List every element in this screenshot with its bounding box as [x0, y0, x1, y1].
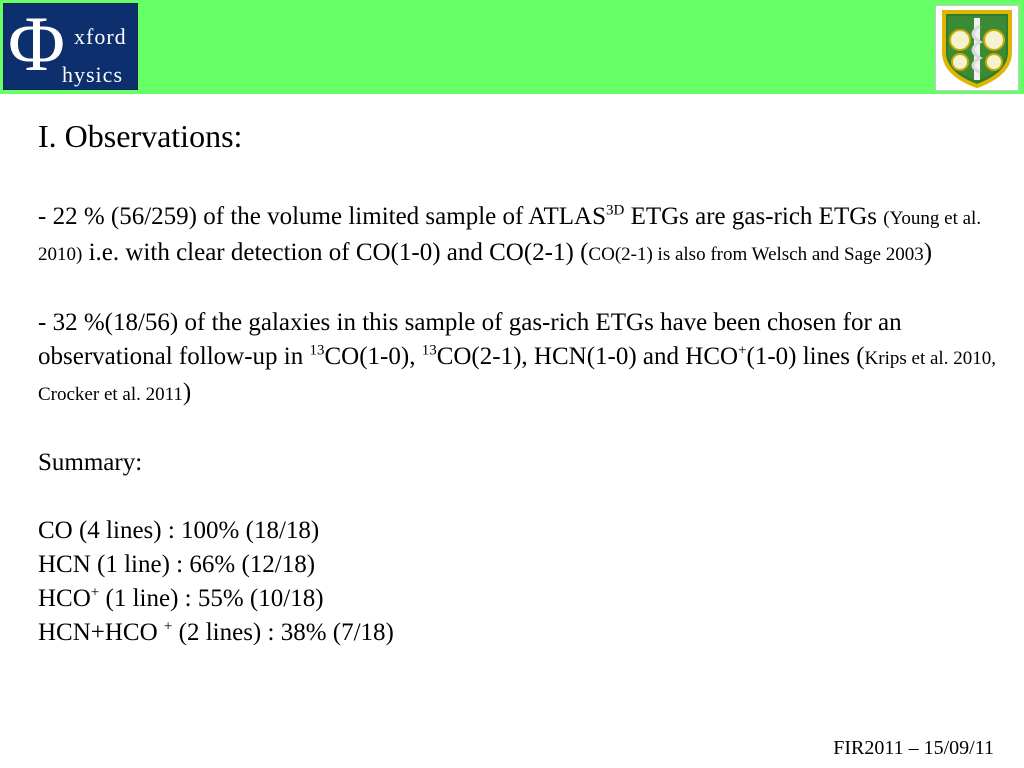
- p1-sup-3d: 3D: [605, 202, 625, 219]
- p2-sup-plus: +: [738, 342, 747, 359]
- p1-text-3: i.e. with clear detection of CO(1-0) and CO(2-1) (: [82, 239, 589, 266]
- observation-paragraph-1: [38, 200, 998, 272]
- summary-line-hcn: HCN (1 line) : 66% (12/18): [38, 551, 316, 578]
- p1-text-4: ): [923, 239, 933, 266]
- hco-sup-plus: +: [90, 584, 100, 601]
- hcn-hco-text: HCN+HCO: [38, 619, 164, 646]
- slide-body: [38, 200, 998, 650]
- p2-text-4: (1-0) lines (: [746, 343, 865, 370]
- p2-sup-13a: 13: [309, 342, 325, 359]
- summary-line-hco: [38, 582, 998, 616]
- observation-paragraph-2: [38, 306, 998, 412]
- p2-text-5: ): [182, 379, 192, 406]
- p1-citation-welsch: CO(2-1) is also from Welsch and Sage 2003: [588, 244, 924, 265]
- slide-title: I. Observations:: [38, 118, 243, 154]
- hco-text: HCO: [38, 585, 91, 612]
- header-bar: [0, 0, 1024, 94]
- hco-rest: (1 line) : 55% (10/18): [99, 585, 324, 612]
- p1-text-2: ETGs are gas-rich ETGs: [624, 203, 884, 230]
- summary-line-co: CO (4 lines) : 100% (18/18): [38, 517, 320, 544]
- p2-citation: Krips et al. 2010, Crocker et al. 2011: [38, 348, 996, 405]
- slide-footer: FIR2011 – 15/09/11: [833, 737, 994, 759]
- logo-word-xford: xford: [74, 24, 127, 49]
- p1-citation-young: (Young et al. 2010): [38, 208, 982, 265]
- hcn-hco-rest: (2 lines) : 38% (7/18): [172, 619, 394, 646]
- summary-label: Summary:: [38, 449, 143, 476]
- p2-text-2: CO(1-0),: [324, 343, 422, 370]
- p2-sup-13b: 13: [421, 342, 437, 359]
- crest-shield-icon: [936, 6, 1018, 90]
- hcn-hco-sup-plus: +: [163, 618, 173, 635]
- crest-logo-icon: [935, 5, 1019, 91]
- summary-line-hcn-hco: [38, 616, 998, 650]
- p2-text-3: CO(2-1), HCN(1-0) and HCO: [436, 343, 739, 370]
- phi-symbol: Φ: [8, 0, 66, 87]
- p1-text-1: - 22 % (56/259) of the volume limited sample of ATLAS: [38, 203, 606, 230]
- p2-text-1: - 32 %(18/56) of the galaxies in this sample of gas-rich ETGs have been chosen for an observational follow-up in: [38, 309, 902, 370]
- logo-word-hysics: hysics: [62, 62, 123, 87]
- oxford-physics-logo: [3, 0, 138, 90]
